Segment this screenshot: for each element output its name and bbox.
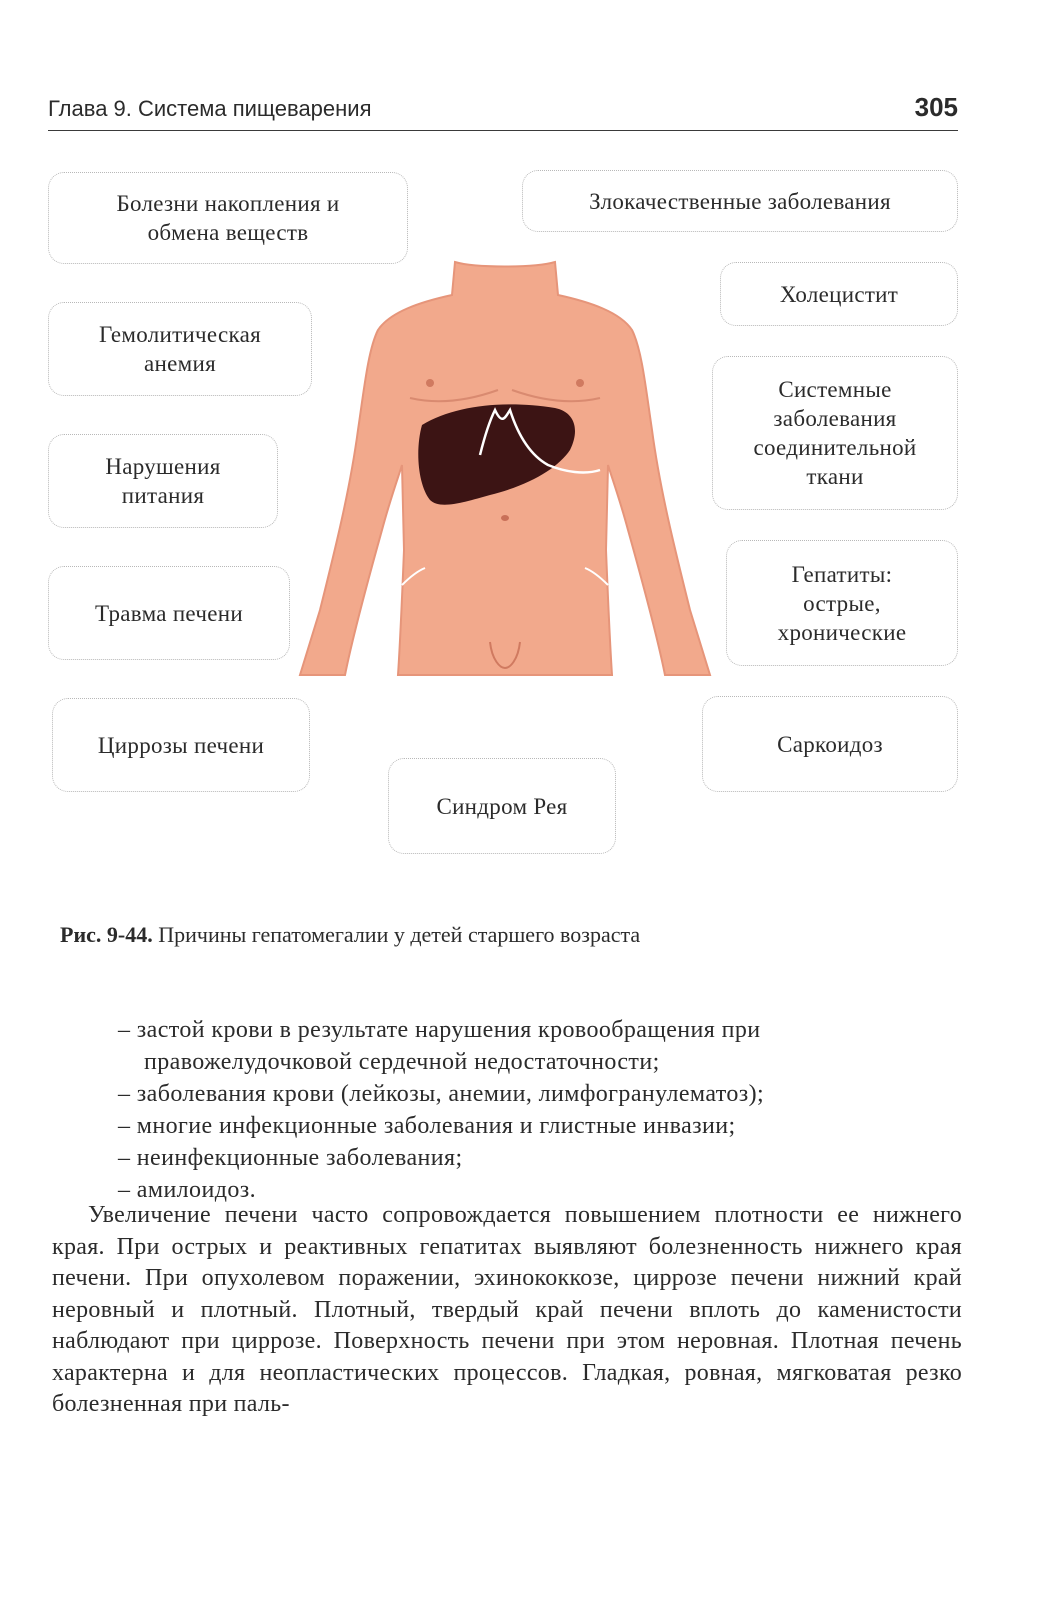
cause-box-liver-trauma: Травма печени [48, 566, 290, 660]
list-item: – многие инфекционные заболевания и глистные инвазии; [118, 1113, 736, 1139]
cause-box-nutrition-disorders: Нарушения питания [48, 434, 278, 528]
page-number: 305 [914, 92, 958, 122]
cause-box-sarcoidosis: Саркоидоз [702, 696, 958, 792]
left-nipple [426, 379, 434, 387]
cause-box-liver-cirrhosis: Циррозы печени [52, 698, 310, 792]
cause-box-connective-tissue: Системные заболевания соединительной ткани [712, 356, 958, 510]
cause-list [118, 1014, 968, 1206]
list-item: – заболевания крови (лейкозы, анемии, лимфогранулематоз); [118, 1081, 765, 1107]
list-item: – застой крови в результате нарушения кровообращения при правожелудочковой сердечной недостаточности; [118, 1017, 761, 1075]
body-paragraph: Увеличение печени часто сопровождается повышением плотности ее нижнего края. При острых и реактивных гепатитах выявляют болезненность нижнего края печени. При опухолевом поражении, эхинококкозе, циррозе печени нижний край неровный и плотный. Плотный, твердый край печени вплоть до каменистости наблюдают при циррозе. Поверхность печени при этом неровная. Плотная печень характерна и для неопластических процессов. Гладкая, ровная, мягковатая резко болезненная при паль- [52, 1202, 962, 1417]
caption-label: Рис. 9-44. [60, 922, 153, 947]
cause-box-hepatitis: Гепатиты: острые, хронические [726, 540, 958, 666]
list-item: – амилоидоз. [118, 1177, 256, 1203]
cause-box-storage-diseases: Болезни накопления и обмена веществ [48, 172, 408, 264]
navel [501, 515, 509, 521]
caption-text: Причины гепатомегалии у детей старшего возраста [158, 922, 641, 947]
cause-box-hemolytic-anemia: Гемолитическая анемия [48, 302, 312, 396]
torso-illustration [290, 250, 720, 690]
cause-box-cholecystitis: Холецистит [720, 262, 958, 326]
right-nipple [576, 379, 584, 387]
chapter-title: Глава 9. Система пищеварения [48, 96, 372, 121]
figure-caption [60, 922, 960, 948]
cause-box-reye-syndrome: Синдром Рея [388, 758, 616, 854]
list-item: – неинфекционные заболевания; [118, 1145, 463, 1171]
cause-box-malignant-diseases: Злокачественные заболевания [522, 170, 958, 232]
